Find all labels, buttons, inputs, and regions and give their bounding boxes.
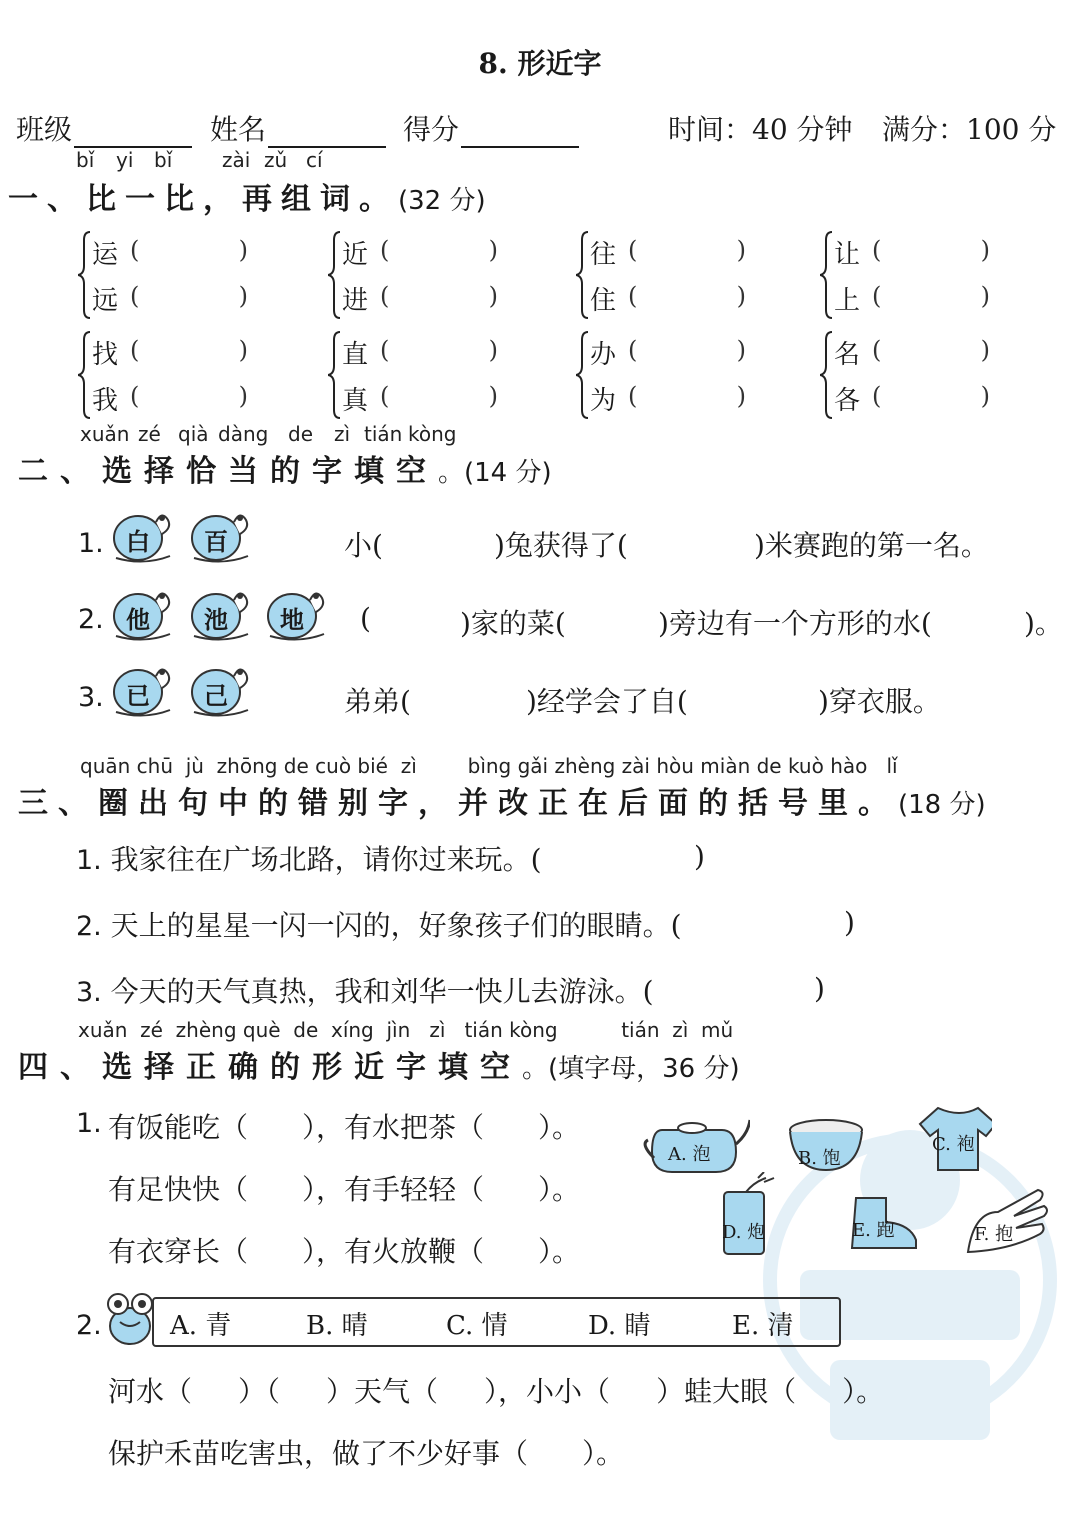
answer-bracket-close: ) [238, 336, 248, 364]
compare-pair [328, 330, 498, 420]
pair-char: 办 [590, 340, 617, 370]
pair-char: 为 [590, 386, 617, 416]
q2-3-text-b: )经学会了自( [526, 685, 688, 718]
s3-item-3: 3. 今天的天气真热，我和刘华一快儿去游泳。( [76, 975, 654, 1008]
name-field[interactable]: 姓名 [210, 108, 386, 148]
s3-item-3-close: ) [814, 972, 825, 1005]
pair-char: 找 [92, 340, 119, 370]
pair-char: 住 [590, 286, 617, 316]
option-e: E. 清 [732, 1311, 794, 1341]
options-box [152, 1297, 841, 1347]
compare-pair [820, 330, 990, 420]
pair-char: 上 [834, 286, 861, 316]
snail-option-icon: 百 [190, 508, 252, 564]
snail-option-icon: 白 [112, 508, 174, 564]
option-b: B. 晴 [306, 1311, 368, 1341]
robe-picture-icon: C. 袍 [918, 1104, 992, 1174]
section-4-heading: 四、选择正确的形近字填空。(填字母，36 分) [18, 1050, 740, 1085]
q2-2-text-b: )家的菜( [460, 607, 566, 640]
q2-3-text-a: 弟弟( [344, 685, 411, 718]
option-a: A. 青 [170, 1311, 232, 1341]
q2-3-number: 3. [78, 682, 104, 713]
firecracker-picture-icon: D. 炮 [718, 1172, 778, 1256]
answer-bracket-open: ( [380, 336, 390, 364]
pair-char: 我 [92, 386, 119, 416]
answer-bracket-open: ( [872, 236, 882, 264]
q2-3-text-c: )穿衣服。 [818, 685, 941, 718]
brace-icon [576, 230, 590, 320]
answer-bracket-close: ) [488, 336, 498, 364]
shoes-picture-icon: E. 跑 [846, 1188, 922, 1250]
brace-icon [576, 330, 590, 420]
brace-icon [78, 330, 92, 420]
answer-bracket-open: ( [628, 382, 638, 410]
answer-bracket-close: ) [980, 336, 990, 364]
pair-char: 直 [342, 340, 369, 370]
frog-icon [104, 1292, 156, 1348]
answer-bracket-close: ) [736, 282, 746, 310]
section-3-heading: 三、圈出句中的错别字，并改正在后面的括号里。(18 分) [18, 786, 986, 821]
section-3-pinyin: quān chū jù zhōng de cuò bié zì bìng gǎi zhèng zài hòu miàn de kuò hào lǐ [80, 754, 898, 778]
q4-1-line-3: 有衣穿长（ ），有火放鞭（ ）。 [108, 1235, 581, 1268]
pair-char: 远 [92, 286, 119, 316]
q2-1-text-c: )米赛跑的第一名。 [754, 529, 989, 562]
compare-pair [820, 230, 990, 320]
q2-2-text-d: )。 [1024, 607, 1063, 640]
brace-icon [328, 330, 342, 420]
teapot-picture-icon: A. 泡 [640, 1110, 750, 1174]
compare-pair [78, 330, 248, 420]
option-d: D. 睛 [588, 1311, 651, 1341]
answer-bracket-open: ( [872, 336, 882, 364]
section-2-heading: 二、选择恰当的字填空。(14 分) [18, 454, 552, 489]
s3-item-2: 2. 天上的星星一闪一闪的，好象孩子们的眼睛。( [76, 909, 682, 942]
q2-1-text-b: )兔获得了( [494, 529, 628, 562]
q2-1-number: 1. [78, 528, 104, 559]
compare-pair [576, 230, 746, 320]
rice-bowl-picture-icon: B. 饱 [784, 1114, 868, 1174]
answer-bracket-close: ) [488, 382, 498, 410]
answer-bracket-open: ( [380, 382, 390, 410]
class-field[interactable]: 班级 [16, 108, 192, 148]
answer-bracket-close: ) [980, 282, 990, 310]
page-title: 8. 形近字 [478, 47, 602, 80]
snail-option-icon: 他 [112, 586, 174, 642]
compare-pair [328, 230, 498, 320]
pair-char: 进 [342, 286, 369, 316]
answer-bracket-open: ( [628, 236, 638, 264]
answer-bracket-close: ) [736, 336, 746, 364]
q4-1-line-2: 有足快快（ ），有手轻轻（ ）。 [108, 1173, 581, 1206]
answer-bracket-close: ) [238, 236, 248, 264]
s3-item-1-close: ) [694, 840, 705, 873]
answer-bracket-open: ( [380, 282, 390, 310]
answer-bracket-close: ) [238, 282, 248, 310]
brace-icon [820, 330, 834, 420]
answer-bracket-open: ( [872, 382, 882, 410]
brace-icon [820, 230, 834, 320]
brace-icon [78, 230, 92, 320]
answer-bracket-close: ) [488, 282, 498, 310]
q4-2-line-2: 保护禾苗吃害虫，做了不少好事（ ）。 [108, 1437, 625, 1470]
compare-pair [78, 230, 248, 320]
section-4-pinyin: xuǎn zé zhèng què de xíng jìn zì tián kòng tián zì mǔ [78, 1018, 734, 1042]
q2-1-text-a: 小( [344, 529, 383, 562]
answer-bracket-open: ( [130, 282, 140, 310]
pair-char: 名 [834, 340, 861, 370]
answer-bracket-open: ( [628, 336, 638, 364]
snail-option-icon: 池 [190, 586, 252, 642]
option-c: C. 情 [446, 1311, 508, 1341]
pair-char: 往 [590, 240, 617, 270]
score-field[interactable]: 得分 [403, 108, 579, 148]
pair-char: 让 [834, 240, 861, 270]
q4-2-number: 2. [76, 1310, 102, 1341]
snail-option-icon: 地 [266, 586, 328, 642]
q4-1-line-1: 有饭能吃（ ），有水把茶（ ）。 [108, 1111, 581, 1144]
q2-2-text-c: )旁边有一个方形的水( [658, 607, 932, 640]
snail-option-icon: 己 [190, 662, 252, 718]
q4-2-line-1: 河水（ ）（ ）天气（ ），小小（ ）蛙大眼（ ）。 [108, 1375, 885, 1408]
hand-picture-icon: F. 抱 [964, 1188, 1052, 1258]
answer-bracket-open: ( [130, 236, 140, 264]
s3-item-1: 1. 我家往在广场北路，请你过来玩。( [76, 843, 542, 876]
answer-bracket-close: ) [238, 382, 248, 410]
answer-bracket-close: ) [488, 236, 498, 264]
s3-item-2-close: ) [844, 906, 855, 939]
answer-bracket-open: ( [130, 382, 140, 410]
pair-char: 真 [342, 386, 369, 416]
time-info: 时间：40 分钟 [668, 113, 853, 146]
snail-option-icon: 已 [112, 662, 174, 718]
q4-1-number: 1. [76, 1108, 102, 1139]
pair-char: 近 [342, 240, 369, 270]
q2-2-number: 2. [78, 604, 104, 635]
brace-icon [328, 230, 342, 320]
answer-bracket-open: ( [380, 236, 390, 264]
answer-bracket-close: ) [736, 382, 746, 410]
section-1-heading: 一、比一比，再组词。(32 分) [8, 182, 486, 217]
compare-pair [576, 330, 746, 420]
answer-bracket-close: ) [736, 236, 746, 264]
answer-bracket-open: ( [872, 282, 882, 310]
full-score-info: 满分：100 分 [882, 113, 1057, 146]
pair-char: 运 [92, 240, 119, 270]
pair-char: 各 [834, 386, 861, 416]
q2-2-text-a: ( [360, 602, 371, 635]
answer-bracket-open: ( [628, 282, 638, 310]
answer-bracket-close: ) [980, 382, 990, 410]
answer-bracket-open: ( [130, 336, 140, 364]
answer-bracket-close: ) [980, 236, 990, 264]
